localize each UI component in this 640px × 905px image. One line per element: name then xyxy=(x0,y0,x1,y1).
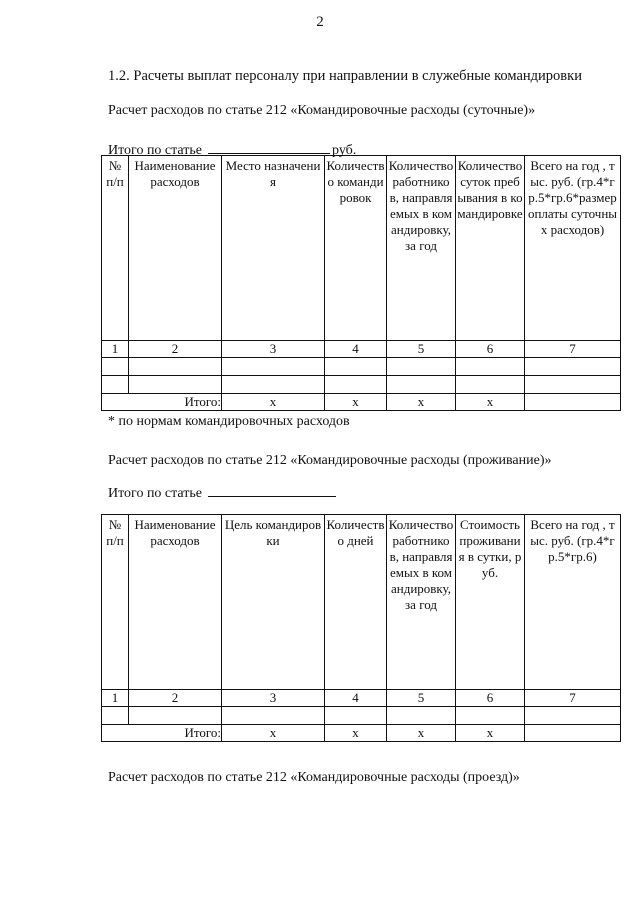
table-cell xyxy=(102,707,129,725)
table1-total-mark: х xyxy=(222,394,325,411)
table1-empty-row xyxy=(102,376,621,394)
table-cell xyxy=(525,394,621,411)
table-cell xyxy=(525,376,621,394)
table2-header-total: Всего на год , тыс. руб. (гр.4*гр.5*гр.6) xyxy=(525,515,621,690)
table-cell xyxy=(102,725,129,742)
table2-col-number: 1 xyxy=(102,690,129,707)
table1-col-number: 2 xyxy=(129,341,222,358)
table1-header-days: Количество суток пребывания в командировке xyxy=(456,156,525,341)
table2-col-number: 3 xyxy=(222,690,325,707)
table1-total-blank xyxy=(208,141,330,154)
table2-header-no: № п/п xyxy=(102,515,129,690)
table1-title: Расчет расходов по статье 212 «Командировочные расходы (суточные)» xyxy=(108,103,536,118)
table-cell xyxy=(525,707,621,725)
page-number: 2 xyxy=(316,14,324,30)
table-cell xyxy=(102,358,129,376)
table2-number-row xyxy=(102,690,621,707)
table-cell xyxy=(387,376,456,394)
table1-col-number: 7 xyxy=(525,341,621,358)
table-cell xyxy=(525,725,621,742)
table2-col-number: 2 xyxy=(129,690,222,707)
table2-total-row xyxy=(102,725,621,742)
table2-col-number: 5 xyxy=(387,690,456,707)
footnote: * по нормам командировочных расходов xyxy=(108,414,350,429)
table-cell xyxy=(387,358,456,376)
table2-title: Расчет расходов по статье 212 «Командировочные расходы (проживание)» xyxy=(108,453,552,468)
table1-col-number: 3 xyxy=(222,341,325,358)
table-cell xyxy=(525,358,621,376)
table1-total-unit: руб. xyxy=(332,143,357,158)
table2-header-name: Наименование расходов xyxy=(129,515,222,690)
table1-number-row xyxy=(102,341,621,358)
table1-col-number: 1 xyxy=(102,341,129,358)
table1-col-number: 5 xyxy=(387,341,456,358)
table2-total-row-label: Итого: xyxy=(129,725,222,742)
table2-header-row xyxy=(102,515,621,690)
table-cell xyxy=(222,376,325,394)
table1-header-total: Всего на год , тыс. руб. (гр.4*гр.5*гр.6*размер оплаты суточных расходов) xyxy=(525,156,621,341)
table2-col-number: 6 xyxy=(456,690,525,707)
table1-header-destination: Место назначения xyxy=(222,156,325,341)
table1-col-number: 4 xyxy=(325,341,387,358)
table2-header-purpose: Цель командировки xyxy=(222,515,325,690)
table2-empty-row xyxy=(102,707,621,725)
table1-total-mark: х xyxy=(387,394,456,411)
table-cell xyxy=(129,376,222,394)
table2-col-number: 7 xyxy=(525,690,621,707)
table1-total-label: Итого по статье xyxy=(108,143,203,158)
section-heading: 1.2. Расчеты выплат персоналу при направлении в служебные командировки xyxy=(108,68,582,84)
table1-total-row-label: Итого: xyxy=(129,394,222,411)
table2-header-workers: Количество работников, направляемых в командировку, за год xyxy=(387,515,456,690)
table-cell xyxy=(456,358,525,376)
table1-total-row xyxy=(102,394,621,411)
table2-total-line xyxy=(108,484,336,502)
table-cell xyxy=(102,376,129,394)
table-cell xyxy=(129,358,222,376)
table1-empty-row xyxy=(102,358,621,376)
table2-total-blank xyxy=(208,484,336,497)
table2-total-mark: х xyxy=(387,725,456,742)
table1-header-trips: Количество командировок xyxy=(325,156,387,341)
table2-total-label: Итого по статье xyxy=(108,486,203,501)
table1-header-row xyxy=(102,156,621,341)
table1-daily-allowance xyxy=(101,155,621,411)
table2-header-days: Количество дней xyxy=(325,515,387,690)
table2-total-mark: х xyxy=(222,725,325,742)
table1-col-number: 6 xyxy=(456,341,525,358)
table-cell xyxy=(325,358,387,376)
table2-total-mark: х xyxy=(325,725,387,742)
table1-header-name: Наименование расходов xyxy=(129,156,222,341)
table-cell xyxy=(325,376,387,394)
table1-header-no: № п/п xyxy=(102,156,129,341)
table-cell xyxy=(456,376,525,394)
table-cell xyxy=(222,358,325,376)
table1-total-mark: х xyxy=(325,394,387,411)
table1-header-workers: Количество работников, направляемых в командировку, за год xyxy=(387,156,456,341)
table2-header-cost: Стоимость проживания в сутки, руб. xyxy=(456,515,525,690)
table-cell xyxy=(129,707,222,725)
table3-title: Расчет расходов по статье 212 «Командировочные расходы (проезд)» xyxy=(108,770,520,785)
table2-accommodation xyxy=(101,514,621,742)
table-cell xyxy=(456,707,525,725)
table2-col-number: 4 xyxy=(325,690,387,707)
table-cell xyxy=(102,394,129,411)
table-cell xyxy=(222,707,325,725)
table-cell xyxy=(387,707,456,725)
table-cell xyxy=(325,707,387,725)
table1-total-mark: х xyxy=(456,394,525,411)
table2-total-mark: х xyxy=(456,725,525,742)
